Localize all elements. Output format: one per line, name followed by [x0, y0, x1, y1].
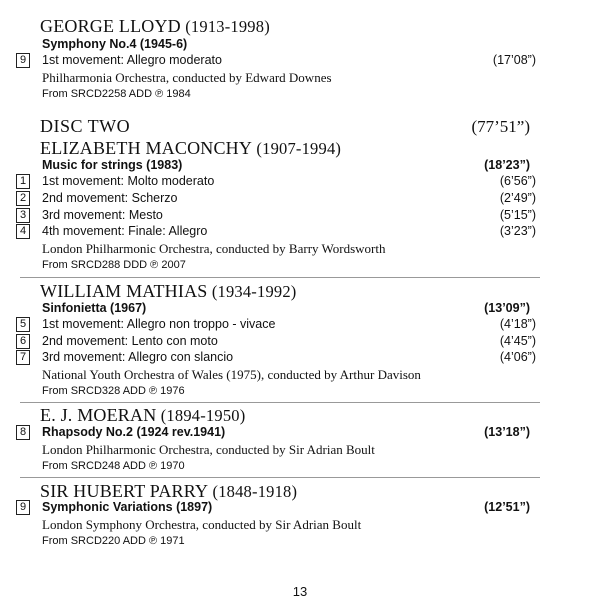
track-number-box: 9 [16, 53, 30, 68]
track-duration: (5’15”) [499, 208, 536, 222]
track-row [16, 191, 536, 207]
source-info: From SRCD248 ADD ℗ 1970 [42, 460, 185, 472]
track-row [16, 500, 536, 516]
source-info: From SRCD288 DDD ℗ 2007 [42, 259, 186, 271]
track-number-box: 2 [16, 191, 30, 206]
disc-title: DISC TWO [40, 116, 131, 136]
track-row [16, 425, 536, 441]
composer-name: GEORGE LLOYD [40, 16, 181, 36]
track-row [16, 224, 536, 240]
source-info: From SRCD220 ADD ℗ 1971 [42, 535, 185, 547]
track-row [16, 174, 536, 190]
track-row [16, 317, 536, 333]
work-duration: (13’09”) [484, 301, 530, 315]
track-duration: (4’06”) [499, 350, 536, 364]
work-title: Sinfonietta (1967) [42, 301, 147, 315]
work-duration: (12’51”) [484, 500, 530, 514]
composer-name: WILLIAM MATHIAS [40, 281, 208, 301]
composer-dates: (1934-1992) [211, 282, 297, 301]
performers: London Philharmonic Orchestra, conducted by Barry Wordsworth [42, 241, 386, 256]
section-divider [20, 277, 540, 278]
composer-heading [40, 16, 270, 37]
track-number-box: 5 [16, 317, 30, 332]
track-title: 4th movement: Finale: Allegro [42, 224, 208, 238]
track-number-box: 7 [16, 350, 30, 365]
performers: London Symphony Orchestra, conducted by Sir Adrian Boult [42, 517, 362, 532]
track-row [16, 53, 536, 69]
composer-name: ELIZABETH MACONCHY [40, 138, 253, 158]
performers: National Youth Orchestra of Wales (1975), conducted by Arthur Davison [42, 367, 421, 382]
composer-dates: (1907-1994) [256, 139, 342, 158]
work-duration: (13’18”) [484, 425, 530, 439]
work-title: Symphony No.4 (1945-6) [42, 37, 188, 51]
track-title: 2nd movement: Scherzo [42, 191, 178, 205]
track-title: 3rd movement: Mesto [42, 208, 163, 222]
section-divider [20, 477, 540, 478]
track-number-box: 8 [16, 425, 30, 440]
track-row [16, 208, 536, 224]
page-number: 13 [292, 584, 308, 599]
source-info: From SRCD2258 ADD ℗ 1984 [42, 88, 191, 100]
composer-dates: (1848-1918) [212, 482, 298, 501]
track-title: 1st movement: Molto moderato [42, 174, 215, 188]
track-title: 1st movement: Allegro moderato [42, 53, 222, 67]
work-duration: (18’23”) [484, 158, 530, 172]
source-info: From SRCD328 ADD ℗ 1976 [42, 385, 185, 397]
track-title: 2nd movement: Lento con moto [42, 334, 218, 348]
composer-heading [40, 281, 297, 302]
composer-heading [40, 138, 341, 159]
track-number-box: 6 [16, 334, 30, 349]
performers: Philharmonia Orchestra, conducted by Edward Downes [42, 70, 332, 85]
composer-name: E. J. MOERAN [40, 405, 157, 425]
track-duration: (4’45”) [499, 334, 536, 348]
track-title: 1st movement: Allegro non troppo - vivace [42, 317, 276, 331]
composer-dates: (1894-1950) [160, 406, 246, 425]
track-row [16, 334, 536, 350]
track-duration: (4’18”) [499, 317, 536, 331]
performers: London Philharmonic Orchestra, conducted by Sir Adrian Boult [42, 442, 375, 457]
work-title: Rhapsody No.2 (1924 rev.1941) [42, 425, 226, 439]
track-duration: (3’23”) [499, 224, 536, 238]
composer-dates: (1913-1998) [185, 17, 270, 36]
section-divider [20, 402, 540, 403]
track-row [16, 350, 536, 366]
track-duration: (6’56”) [499, 174, 536, 188]
track-number-box: 9 [16, 500, 30, 515]
composer-heading [40, 405, 245, 426]
track-title: 3rd movement: Allegro con slancio [42, 350, 234, 364]
track-duration: (17’08”) [492, 53, 536, 67]
work-title: Symphonic Variations (1897) [42, 500, 213, 514]
disc-duration: (77’51”) [471, 117, 530, 136]
track-number-box: 1 [16, 174, 30, 189]
track-duration: (2’49”) [499, 191, 536, 205]
work-title: Music for strings (1983) [42, 158, 183, 172]
composer-name: SIR HUBERT PARRY [40, 481, 209, 501]
track-number-box: 3 [16, 208, 30, 223]
composer-heading [40, 481, 297, 502]
track-number-box: 4 [16, 224, 30, 239]
